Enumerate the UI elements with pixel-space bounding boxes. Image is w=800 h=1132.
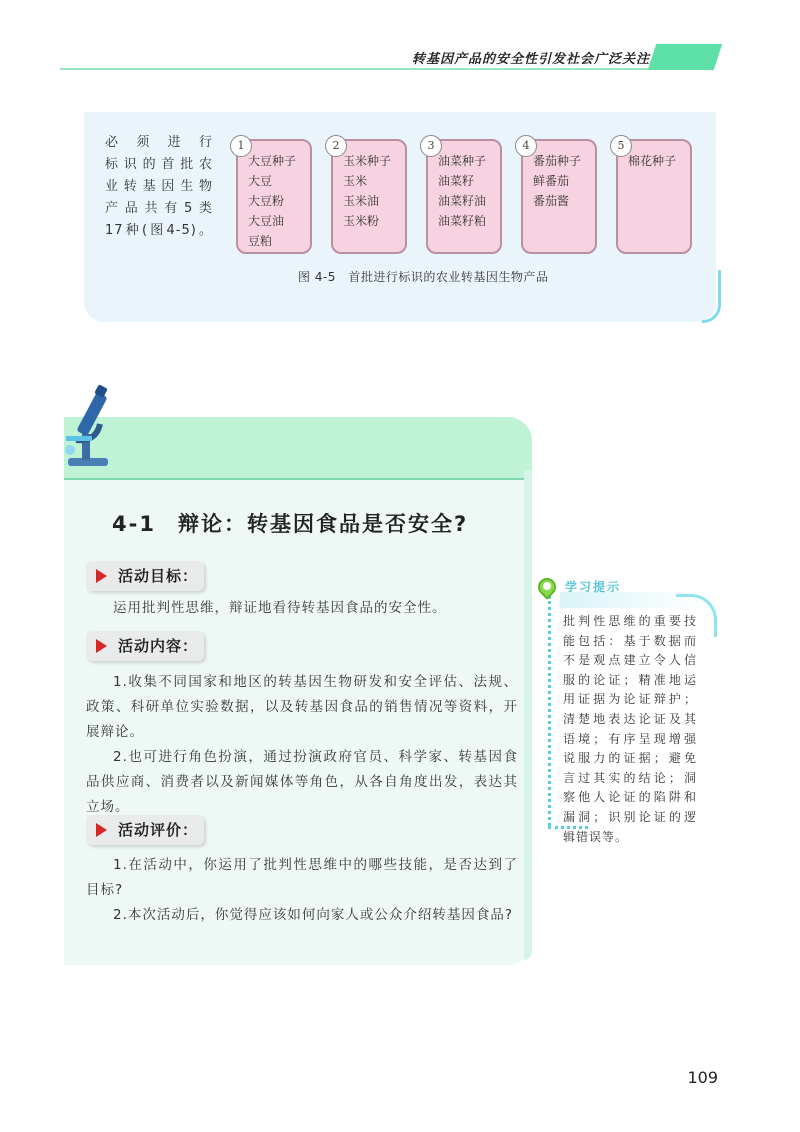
page-number: 109 (687, 1068, 718, 1087)
tip-line: 能包括：基于数据而 (563, 633, 697, 648)
product-item: 豆粕 (248, 234, 273, 248)
product-box-2 (331, 139, 407, 254)
tip-line: 辑错误等。 (563, 829, 629, 844)
figure-side-text (105, 132, 213, 242)
tip-line: 用证据为论证辩护； (563, 692, 697, 707)
box-number: 4 (515, 135, 537, 157)
tip-line: 不是观点建立令人信 (563, 653, 697, 668)
pin-dot (543, 582, 551, 590)
tip-line: 语境；有序呈现增强 (563, 731, 697, 746)
box-number: 5 (610, 135, 632, 157)
figure-caption: 图 4-5 首批进行标识的农业转基因生物产品 (298, 270, 549, 284)
activity-header-rule (64, 478, 532, 480)
product-item: 大豆粉 (248, 194, 285, 208)
product-box-3 (426, 139, 502, 254)
product-item: 油菜籽粕 (438, 214, 487, 228)
product-item: 玉米油 (343, 194, 380, 208)
goal-label: 活动目标： (118, 567, 199, 585)
tip-line: 言过其实的结论；洞 (563, 770, 697, 785)
microscope-icon (56, 384, 116, 470)
content-paragraph: 1.收集不同国家和地区的转基因生物研发和安全评估、法规、政策、科研单位实验数据，以及转基因食品的销售情况等资料，开展辩论。 (86, 674, 518, 740)
tip-line: 清楚地表达论证及其 (563, 711, 697, 726)
content-text-block (86, 670, 518, 820)
product-item: 大豆种子 (248, 154, 297, 168)
product-item: 玉米种子 (343, 154, 392, 168)
tip-line: 说服力的证据；避免 (563, 751, 697, 766)
tip-dotted-border (548, 596, 551, 826)
header-tab (648, 44, 722, 70)
activity-number: 4-1 (112, 512, 156, 536)
side-text-line: 17种(图4-5)。 (105, 223, 213, 238)
product-item: 油菜籽油 (438, 194, 487, 208)
box-number: 1 (230, 135, 252, 157)
product-item: 油菜种子 (438, 154, 487, 168)
product-item: 棉花种子 (628, 154, 677, 168)
tip-line: 服的论证；精准地运 (563, 672, 697, 687)
activity-title (112, 508, 468, 538)
product-item: 油菜籽 (438, 174, 475, 188)
box-number: 3 (420, 135, 442, 157)
header-rule (60, 68, 660, 70)
tip-text (563, 612, 697, 847)
goal-text: 运用批判性思维，辩证地看待转基因食品的安全性。 (113, 600, 447, 616)
goal-label-box (86, 561, 204, 591)
eval-paragraph: 1.在活动中，你运用了批判性思维中的哪些技能，是否达到了目标? (86, 857, 518, 898)
product-box-4 (521, 139, 597, 254)
red-triangle-icon (96, 639, 107, 653)
tip-line: 察他人论证的陷阱和 (563, 790, 697, 805)
side-text-line: 产品共有5类 (105, 201, 213, 216)
running-header: 转基因产品的安全性引发社会广泛关注 (411, 52, 650, 67)
red-triangle-icon (96, 569, 107, 583)
eval-text-block (86, 853, 518, 928)
product-item: 大豆油 (248, 214, 285, 228)
tip-line: 漏洞；识别论证的逻 (563, 809, 697, 824)
product-item: 玉米粉 (343, 214, 380, 228)
eval-label-box (86, 815, 204, 845)
eval-label: 活动评价： (118, 821, 199, 839)
activity-panel-edge (524, 470, 532, 960)
side-text-line: 标识的首批农 (105, 157, 213, 172)
side-text-line: 业转基因生物 (105, 179, 213, 194)
red-triangle-icon (96, 823, 107, 837)
side-text-line: 必 须 进 行 (105, 135, 213, 150)
activity-header-band (64, 417, 532, 479)
content-label-box (86, 631, 204, 661)
eval-paragraph: 2.本次活动后，你觉得应该如何向家人或公众介绍转基因食品? (113, 907, 514, 923)
tip-line: 批判性思维的重要技 (563, 614, 697, 628)
product-item: 大豆 (248, 174, 273, 188)
product-item: 鲜番茄 (533, 174, 570, 188)
content-paragraph: 2.也可进行角色扮演，通过扮演政府官员、科学家、转基因食品供应商、消费者以及新闻媒体等角色，从各自角度出发，表达其立场。 (86, 749, 518, 815)
goal-text-block (86, 596, 518, 621)
content-label: 活动内容： (118, 637, 199, 655)
product-box-1 (236, 139, 312, 254)
box-number: 2 (325, 135, 347, 157)
tip-title: 学习提示 (565, 580, 622, 594)
product-item: 番茄酱 (533, 194, 570, 208)
product-item: 番茄种子 (533, 154, 582, 168)
product-box-5 (616, 139, 692, 254)
product-item: 玉米 (343, 174, 368, 188)
activity-title-text: 辩论：转基因食品是否安全? (177, 512, 469, 536)
figure-panel-edge (702, 270, 721, 323)
